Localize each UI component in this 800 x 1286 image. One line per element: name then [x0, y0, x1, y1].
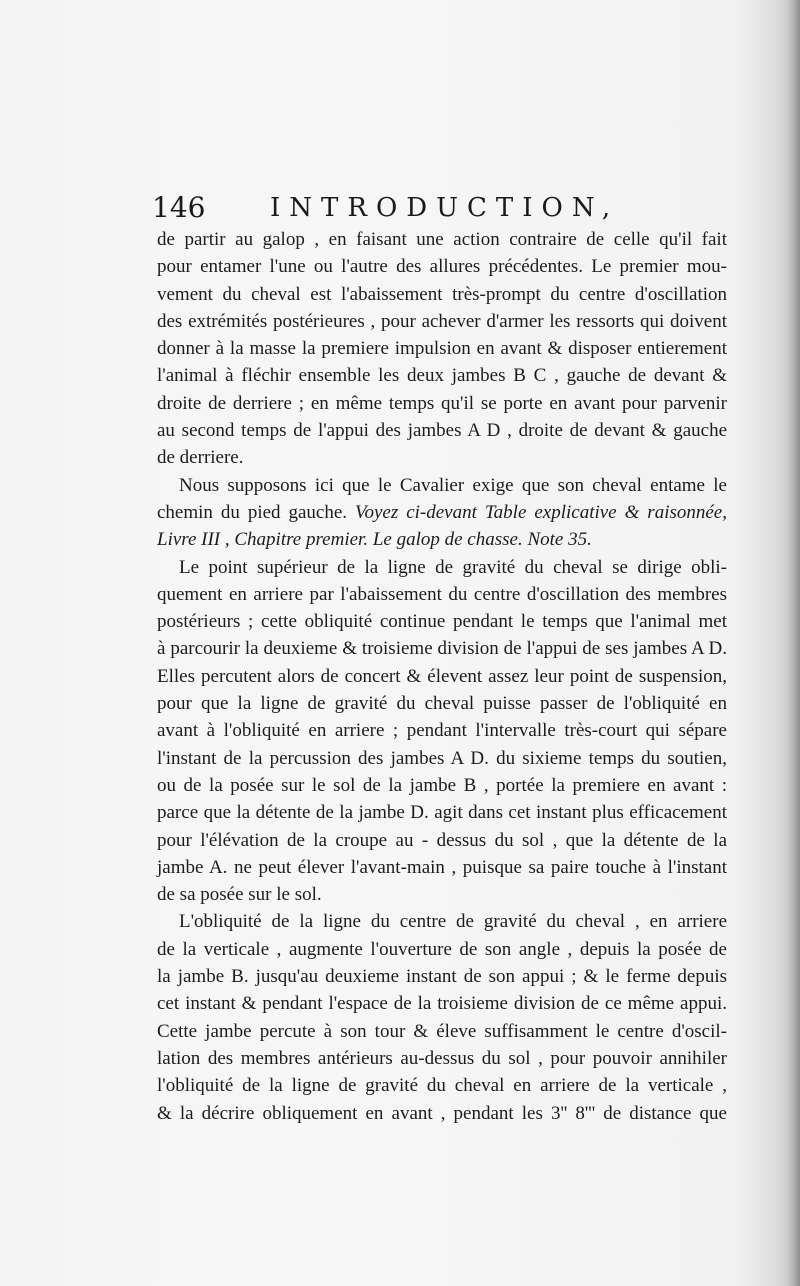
text-line: droite de derriere ; en même temps qu'il se porte en avant pour parvenir	[157, 392, 727, 414]
cross-reference: Voyez ci-devant Table explicative & raisonnée,	[355, 501, 727, 523]
page-header	[152, 188, 732, 228]
page-edge-shadow	[786, 0, 800, 1286]
text-line: avant à l'obliquité en arriere ; pendant l'intervalle très-court qui sépare	[157, 720, 727, 742]
text-line: l'obliquité de la ligne de gravité du cheval en arriere de la verticale ,	[157, 1075, 727, 1097]
text-line: Cette jambe percute à son tour & éleve suffisamment le centre d'oscil-	[157, 1020, 727, 1042]
text-line: de partir au galop , en faisant une action contraire de celle qu'il fait	[157, 229, 727, 250]
text-line: vement du cheval est l'abaissement très-prompt du centre d'oscillation	[157, 283, 727, 305]
text-line: Le point supérieur de la ligne de gravité du cheval se dirige obli-	[179, 556, 727, 578]
text-line: des extrémités postérieures , pour achever d'armer les ressorts qui doivent	[157, 310, 727, 332]
text-line: lation des membres antérieurs au-dessus du sol , pour pouvoir annihiler	[157, 1047, 727, 1069]
text-line: pour que la ligne de gravité du cheval puisse passer de l'obliquité en	[157, 693, 727, 715]
text-line: à parcourir la deuxieme & troisieme division de l'appui de ses jambes A D.	[157, 638, 727, 660]
page-number: 146	[152, 191, 206, 224]
text-line: pour entamer l'une ou l'autre des allures précédentes. Le premier mou-	[157, 256, 727, 278]
running-head: INTRODUCTION,	[270, 193, 620, 223]
text-line: postérieurs ; cette obliquité continue pendant le temps que l'animal met	[157, 611, 727, 633]
text-line: & la décrire obliquement en avant , pendant les 3'' 8''' de distance que	[157, 1102, 727, 1124]
text-line: la jambe B. jusqu'au deuxieme instant de son appui ; & le ferme depuis	[157, 966, 727, 988]
text-line: l'animal à fléchir ensemble les deux jambes B C , gauche de devant &	[157, 365, 727, 387]
text-line: de la verticale , augmente l'ouverture de son angle , depuis la posée de	[157, 938, 727, 960]
text-line: au second temps de l'appui des jambes A D , droite de devant & gauche	[157, 420, 727, 442]
body-text	[157, 226, 727, 1127]
text-segment: chemin du pied gauche.	[157, 501, 348, 523]
text-line: jambe A. ne peut élever l'avant-main , puisque sa paire touche à l'instant	[157, 856, 727, 878]
text-line: de sa posée sur le sol.	[157, 884, 322, 906]
text-line: quement en arriere par l'abaissement du centre d'oscillation des membres	[157, 583, 727, 605]
text-line: l'instant de la percussion des jambes A D. du sixieme temps du soutien,	[157, 747, 727, 769]
text-line: Nous supposons ici que le Cavalier exige que son cheval entame le	[179, 474, 727, 496]
text-line: L'obliquité de la ligne du centre de gravité du cheval , en arriere	[179, 911, 727, 933]
text-line: cet instant & pendant l'espace de la troisieme division de ce même appui.	[157, 993, 727, 1015]
cross-reference-line: Livre III , Chapitre premier. Le galop de chasse. Note 35.	[157, 529, 592, 551]
text-line: parce que la détente de la jambe D. agit dans cet instant plus efficacement	[157, 802, 727, 824]
text-line: ou de la posée sur le sol de la jambe B , portée la premiere en avant :	[157, 774, 727, 796]
text-line: Elles percutent alors de concert & élevent assez leur point de suspension,	[157, 665, 727, 687]
text-line: donner à la masse la premiere impulsion en avant & disposer entierement	[157, 338, 727, 360]
text-line-with-reference	[157, 499, 727, 526]
text-line: pour l'élévation de la croupe au - dessus du sol , que la détente de la	[157, 829, 727, 851]
text-line: de derriere.	[157, 447, 244, 469]
